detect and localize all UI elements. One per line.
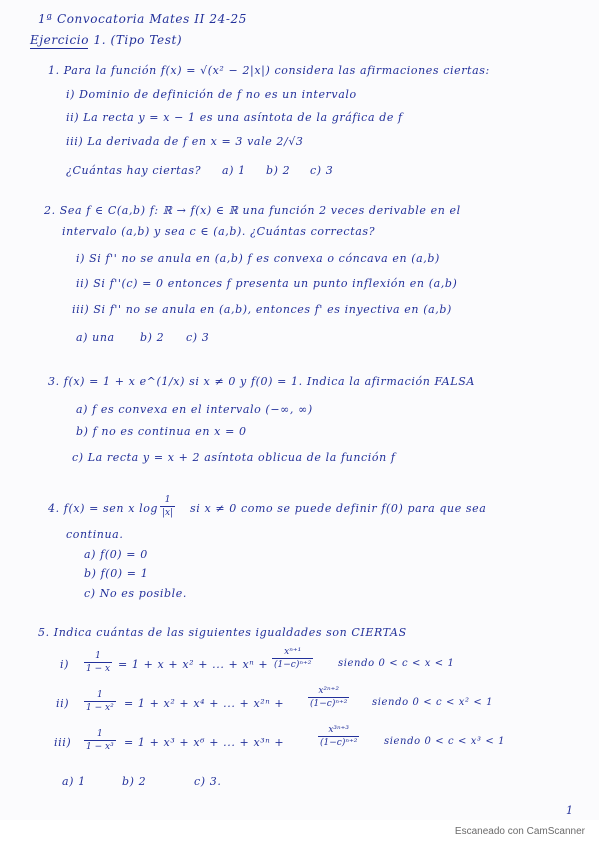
q5-row-3-label: iii) bbox=[54, 736, 72, 749]
page-number: 1 bbox=[566, 804, 573, 817]
q5-row-3-remainder-fraction bbox=[318, 725, 359, 748]
q5-row-3-series: = 1 + x³ + x⁶ + ... + x³ⁿ + bbox=[124, 736, 285, 749]
exercise-heading: Ejercicio 1. (Tipo Test) bbox=[30, 33, 183, 47]
fraction-bar bbox=[308, 697, 349, 698]
fraction-numerator: x²ⁿ⁺² bbox=[318, 686, 340, 696]
exercise-underline bbox=[30, 48, 88, 49]
q3-item-a: a) f es convexa en el intervalo (−∞, ∞) bbox=[76, 403, 313, 416]
fraction-bar bbox=[318, 736, 359, 737]
fraction-bar bbox=[84, 740, 116, 741]
exam-title: 1ª Convocatoria Mates II 24-25 bbox=[38, 12, 247, 26]
fraction-denominator: (1−c)ⁿ⁺² bbox=[320, 738, 358, 748]
q4-stem-part2: si x ≠ 0 como se puede definir f(0) para que sea bbox=[190, 502, 487, 515]
fraction-bar bbox=[84, 701, 116, 702]
q1-ask: ¿Cuántas hay ciertas? bbox=[66, 164, 202, 177]
q4-item-b: b) f(0) = 1 bbox=[84, 567, 149, 580]
q2-item-1: i) Si f'' no se anula en (a,b) f es convexa o cóncava en (a,b) bbox=[76, 252, 440, 265]
q1-item-2: ii) La recta y = x − 1 es una asíntota de la gráfica de f bbox=[66, 111, 403, 124]
q3-stem: 3. f(x) = 1 + x e^(1/x) si x ≠ 0 y f(0) = 1. Indica la afirmación FALSA bbox=[48, 375, 475, 388]
fraction-denominator: (1−c)ⁿ⁺² bbox=[310, 699, 348, 709]
fraction-denominator: 1 − x² bbox=[86, 703, 114, 713]
q4-stem-line2: continua. bbox=[66, 528, 124, 541]
q5-stem: 5. Indica cuántas de las siguientes igualdades son CIERTAS bbox=[38, 626, 407, 639]
q5-row-1-remainder-fraction bbox=[272, 647, 313, 670]
q2-stem-line2: intervalo (a,b) y sea c ∈ (a,b). ¿Cuántas correctas? bbox=[62, 225, 376, 238]
q2-item-3: iii) Si f'' no se anula en (a,b), entonces f' es inyectiva en (a,b) bbox=[72, 303, 452, 316]
fraction-numerator: 1 bbox=[96, 729, 103, 739]
q5-row-2-series: = 1 + x² + x⁴ + ... + x²ⁿ + bbox=[124, 697, 285, 710]
q1-item-3: iii) La derivada de f en x = 3 vale 2/√3 bbox=[66, 135, 304, 148]
q1-stem: 1. Para la función f(x) = √(x² − 2|x|) considera las afirmaciones ciertas: bbox=[48, 64, 490, 77]
q5-option-c: c) 3. bbox=[194, 775, 222, 788]
q5-row-2-condition: siendo 0 < c < x² < 1 bbox=[372, 697, 494, 708]
q5-row-2-label: ii) bbox=[56, 697, 70, 710]
q2-item-2: ii) Si f''(c) = 0 entonces f presenta un punto inflexión en (a,b) bbox=[76, 277, 458, 290]
fraction-numerator: xⁿ⁺¹ bbox=[284, 647, 302, 657]
q2-option-c: c) 3 bbox=[186, 331, 210, 344]
q1-item-1: i) Dominio de definición de f no es un intervalo bbox=[66, 88, 357, 101]
q4-fraction-numerator: 1 bbox=[164, 495, 171, 505]
q1-option-a: a) 1 bbox=[222, 164, 246, 177]
fraction-bar bbox=[272, 658, 313, 659]
q5-option-a: a) 1 bbox=[62, 775, 86, 788]
scanner-watermark: Escaneado con CamScanner bbox=[454, 826, 585, 837]
q2-option-a: a) una bbox=[76, 331, 115, 344]
q4-item-a: a) f(0) = 0 bbox=[84, 548, 148, 561]
q5-row-2-lhs-fraction bbox=[84, 690, 116, 713]
q2-option-b: b) 2 bbox=[140, 331, 165, 344]
fraction-bar bbox=[160, 506, 175, 507]
fraction-bar bbox=[84, 662, 112, 663]
q4-stem-part1: 4. f(x) = sen x log bbox=[48, 502, 159, 515]
q4-log-fraction bbox=[160, 495, 175, 518]
q5-option-b: b) 2 bbox=[122, 775, 147, 788]
fraction-numerator: 1 bbox=[96, 690, 103, 700]
fraction-denominator: 1 − x bbox=[86, 664, 111, 674]
q1-option-b: b) 2 bbox=[266, 164, 291, 177]
q5-row-1-condition: siendo 0 < c < x < 1 bbox=[338, 658, 455, 669]
q4-item-c: c) No es posible. bbox=[84, 587, 187, 600]
q5-row-1-label: i) bbox=[60, 658, 70, 671]
fraction-numerator: 1 bbox=[95, 651, 101, 661]
q3-item-c: c) La recta y = x + 2 asíntota oblicua de la función f bbox=[72, 451, 396, 464]
q5-row-3-lhs-fraction bbox=[84, 729, 116, 752]
q5-row-2-remainder-fraction bbox=[308, 686, 349, 709]
q1-option-c: c) 3 bbox=[310, 164, 334, 177]
q5-row-1-lhs-fraction bbox=[84, 651, 112, 674]
q2-stem-line1: 2. Sea f ∈ C(a,b) f: ℝ → f(x) ∈ ℝ una función 2 veces derivable en el bbox=[44, 204, 461, 217]
q5-row-1-series: = 1 + x + x² + ... + xⁿ + bbox=[118, 658, 269, 671]
q3-item-b: b) f no es continua en x = 0 bbox=[76, 425, 247, 438]
fraction-denominator: 1 − x³ bbox=[86, 742, 114, 752]
q5-row-3-condition: siendo 0 < c < x³ < 1 bbox=[384, 736, 506, 747]
fraction-numerator: x³ⁿ⁺³ bbox=[328, 725, 350, 735]
fraction-denominator: (1−c)ⁿ⁺² bbox=[274, 660, 312, 670]
q4-fraction-denominator: |x| bbox=[162, 508, 174, 518]
